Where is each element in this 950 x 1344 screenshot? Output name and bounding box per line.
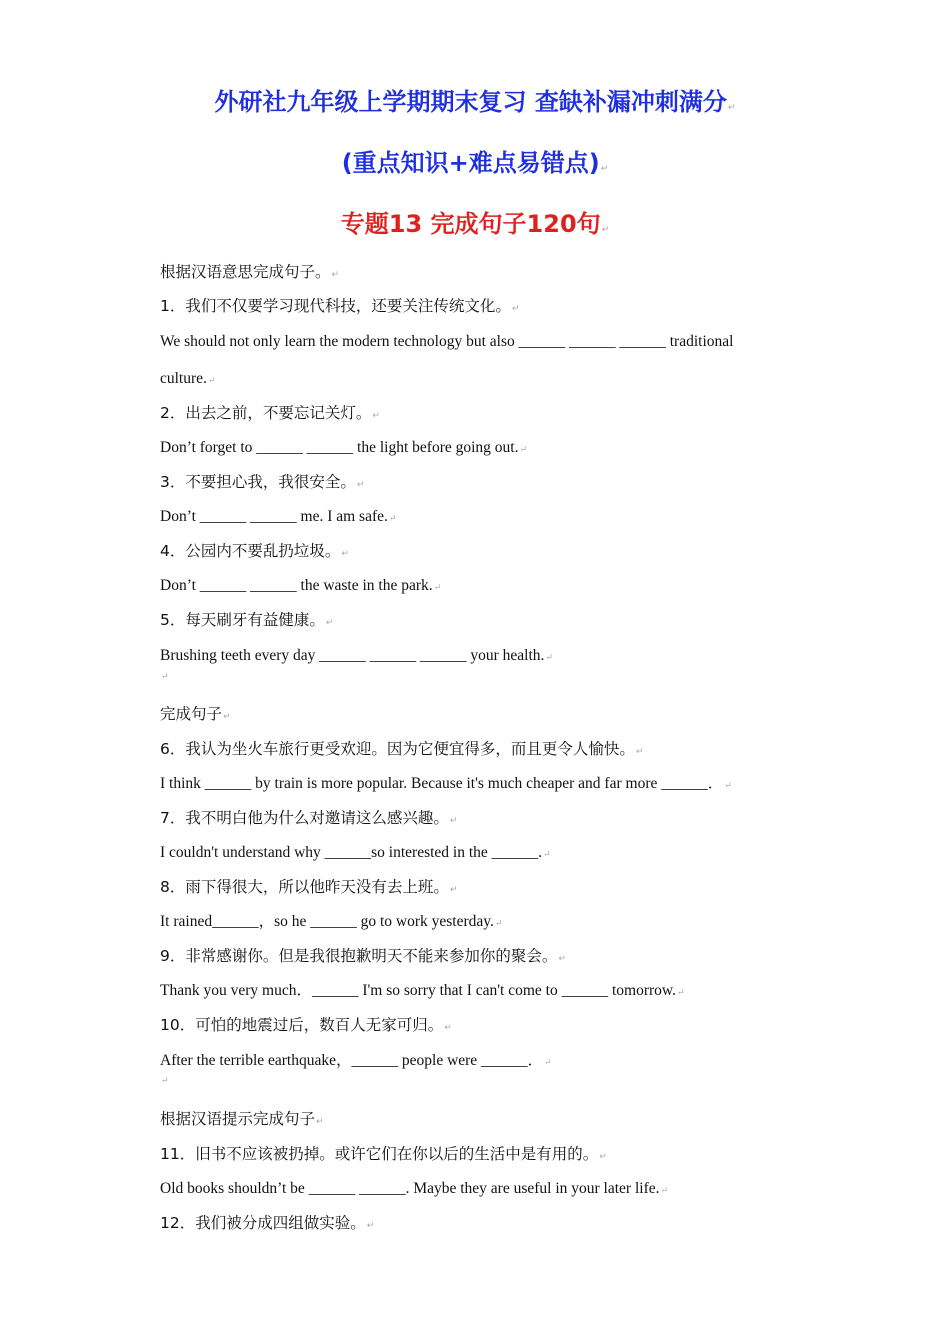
section-heading: 完成句子↵	[160, 705, 231, 723]
question-chinese: 7．我不明白他为什么对邀请这么感兴趣。↵	[160, 809, 458, 827]
question-english: Brushing teeth every day ______ ______ ______ your health.↵	[160, 647, 553, 664]
question-english: It rained______，so he ______ go to work yesterday.↵	[160, 913, 503, 930]
question-chinese: 9．非常感谢你。但是我很抱歉明天不能来参加你的聚会。↵	[160, 947, 566, 965]
topic-title: 专题13 完成句子120句↵	[340, 210, 610, 238]
section-heading: 根据汉语提示完成句子↵	[160, 1110, 324, 1128]
question-chinese: 5．每天刷牙有益健康。↵	[160, 611, 334, 629]
question-english: Old books shouldn’t be ______ ______. Maybe they are useful in your later life.↵	[160, 1180, 669, 1197]
question-chinese: 3．不要担心我，我很安全。↵	[160, 473, 365, 491]
question-english: I think ______ by train is more popular. Because it's much cheaper and far more ______．↵	[160, 775, 732, 792]
question-english: Thank you very much．______ I'm so sorry that I can't come to ______ tomorrow.↵	[160, 982, 685, 999]
question-chinese: 4．公园内不要乱扔垃圾。↵	[160, 542, 349, 560]
question-chinese: 10．可怕的地震过后，数百人无家可归。↵	[160, 1016, 452, 1034]
question-chinese: 2．出去之前，不要忘记关灯。↵	[160, 404, 380, 422]
question-english-continued: culture.↵	[160, 370, 216, 387]
question-english: We should not only learn the modern technology but also ______ ______ ______ traditional	[160, 333, 734, 350]
question-chinese: 11．旧书不应该被扔掉。或许它们在你以后的生活中是有用的。↵	[160, 1145, 607, 1163]
document-title: 外研社九年级上学期期末复习 查缺补漏冲刺满分↵	[214, 88, 736, 116]
question-chinese: 1．我们不仅要学习现代科技，还要关注传统文化。↵	[160, 297, 520, 315]
question-english: Don’t ______ ______ the waste in the park.↵	[160, 577, 442, 594]
empty-paragraph-mark: ↵	[161, 1076, 169, 1086]
question-chinese: 8．雨下得很大，所以他昨天没有去上班。↵	[160, 878, 458, 896]
question-english: Don’t forget to ______ ______ the light before going out.↵	[160, 439, 528, 456]
question-english: Don’t ______ ______ me. I am safe.↵	[160, 508, 397, 525]
question-english: After the terrible earthquake，______ people were ______．↵	[160, 1052, 552, 1069]
document-subtitle: (重点知识+难点易错点)↵	[341, 149, 609, 177]
question-chinese: 12．我们被分成四组做实验。↵	[160, 1214, 375, 1232]
question-english: I couldn't understand why ______so interested in the ______.↵	[160, 844, 551, 861]
section-heading: 根据汉语意思完成句子。↵	[160, 263, 340, 281]
question-chinese: 6．我认为坐火车旅行更受欢迎。因为它便宜得多，而且更令人愉快。↵	[160, 740, 644, 758]
empty-paragraph-mark: ↵	[161, 672, 169, 682]
